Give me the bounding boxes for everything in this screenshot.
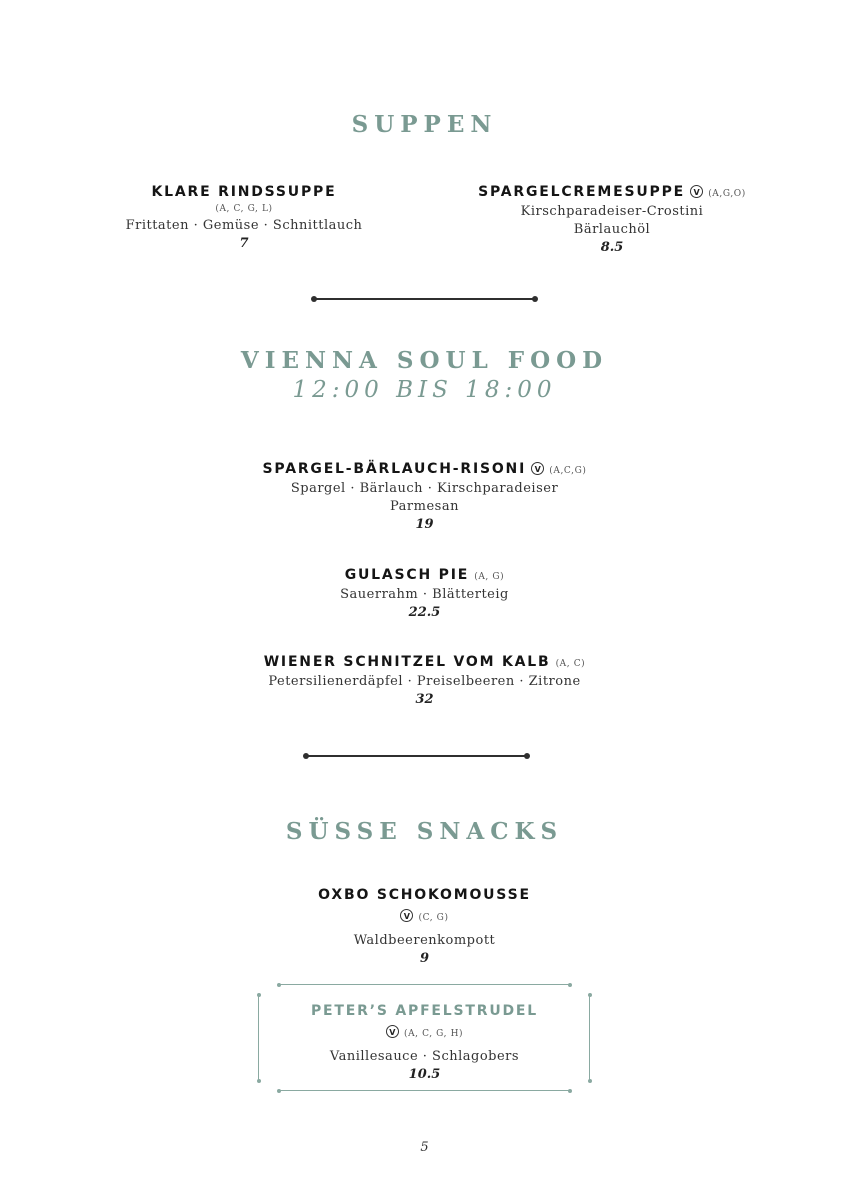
section-title-vienna-soul-food: VIENNA SOUL FOOD: [240, 347, 609, 374]
dish-klare-rindssuppe: [104, 182, 384, 253]
dish-spargel-baerlauch-risoni: [0, 459, 849, 534]
dish-wiener-schnitzel: [0, 652, 849, 709]
dish-allergens: (A, G): [474, 572, 505, 582]
section-divider: [306, 755, 527, 757]
dish-price: 10.5: [408, 1067, 441, 1082]
dish-name: PETER’S APFELSTRUDEL: [310, 1003, 539, 1019]
dish-name: WIENER SCHNITZEL VOM KALB (A, C): [263, 654, 586, 670]
page-number: 5: [420, 1140, 429, 1155]
dish-gulasch-pie: [0, 565, 849, 622]
dish-allergens: (A,G,O): [708, 189, 746, 199]
dish-allergens: (A,C,G): [549, 466, 587, 476]
dish-price: 9: [419, 951, 430, 966]
dish-price: 7: [239, 236, 249, 251]
frame-bottom-line: [279, 1090, 570, 1091]
dish-description: Waldbeerenkompott: [353, 933, 496, 948]
dish-name: SPARGELCREMESUPPE V (A,G,O): [478, 184, 746, 200]
dish-tags: [0, 1022, 849, 1043]
dish-description-line2: Parmesan: [390, 499, 459, 514]
dish-name: OXBO SCHOKOMOUSSE: [318, 887, 531, 903]
dish-description: Kirschparadeiser-Crostini: [520, 204, 704, 219]
dish-peters-apfelstrudel: [0, 1001, 849, 1084]
vegetarian-icon: V: [531, 462, 544, 475]
dish-spargelcremesuppe: [462, 182, 762, 257]
dish-description-line2: Bärlauchöl: [573, 222, 651, 237]
dish-name: KLARE RINDSSUPPE: [151, 184, 337, 200]
section-subtitle-hours: 12:00 BIS 18:00: [292, 377, 557, 403]
vegetarian-icon: V: [690, 185, 703, 198]
dish-name: GULASCH PIE (A, G): [344, 567, 505, 583]
dish-price: 19: [415, 517, 434, 532]
dish-allergens: (C, G): [418, 913, 449, 923]
section-title-suesse-snacks: SÜSSE SNACKS: [285, 818, 564, 845]
dish-oxbo-schokomousse: [0, 885, 849, 968]
dish-description: Sauerrahm · Blätterteig: [340, 587, 509, 602]
vegetarian-icon: V: [386, 1025, 399, 1038]
dish-price: 22.5: [408, 605, 441, 620]
dish-allergens: (A, C, G, L): [215, 204, 273, 214]
dish-description: Frittaten · Gemüse · Schnittlauch: [125, 218, 363, 233]
dish-tags: [0, 906, 849, 927]
frame-top-line: [279, 984, 570, 985]
vegetarian-icon: V: [400, 909, 413, 922]
dish-description: Vanillesauce · Schlagobers: [329, 1049, 520, 1064]
dish-price: 8.5: [600, 240, 624, 255]
dish-description: Petersilienerdäpfel · Preiselbeeren · Zitrone: [268, 674, 581, 689]
dish-allergens: (A, C, G, H): [403, 1029, 464, 1039]
section-divider: [314, 298, 535, 300]
dish-description: Spargel · Bärlauch · Kirschparadeiser: [290, 481, 559, 496]
section-title-suppen: SUPPEN: [351, 111, 498, 138]
dish-price: 32: [415, 692, 434, 707]
dish-allergens: (A, C): [555, 659, 586, 669]
dish-name: SPARGEL-BÄRLAUCH-RISONI V (A,C,G): [262, 461, 587, 477]
